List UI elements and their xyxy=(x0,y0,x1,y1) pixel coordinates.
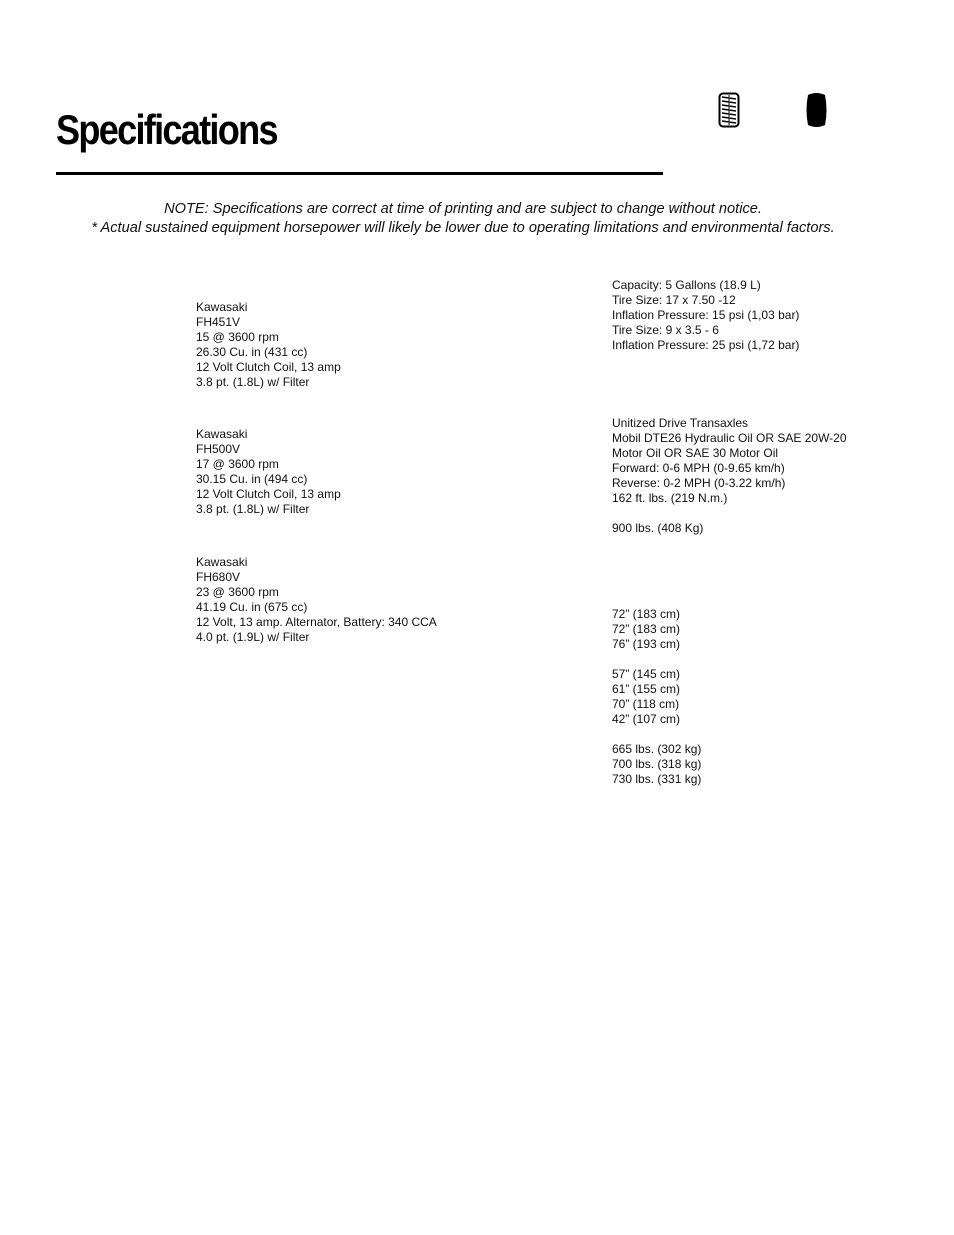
engine-oil-capacity: 4.0 pt. (1.9L) w/ Filter xyxy=(196,630,310,644)
engine-displacement: 30.15 Cu. in (494 cc) xyxy=(196,472,308,486)
engine-make: Kawasaki xyxy=(196,300,248,314)
engine-electrical: 12 Volt Clutch Coil, 13 amp xyxy=(196,487,341,501)
engine-model: FH500V xyxy=(196,442,241,456)
engine-spec-fh680v xyxy=(196,555,576,645)
tire-tread-icon xyxy=(718,92,740,128)
dimension-value: 42” (107 cm) xyxy=(612,712,681,726)
hydraulic-oil: Mobil DTE26 Hydraulic Oil OR SAE 20W-20 xyxy=(612,431,847,445)
engine-horsepower: 17 @ 3600 rpm xyxy=(196,457,279,471)
note-printing: NOTE: Specifications are correct at time of printing and are subject to change without notice. xyxy=(164,201,762,217)
dimension-value: 72” (183 cm) xyxy=(612,607,681,621)
spacer xyxy=(612,652,942,667)
engine-displacement: 26.30 Cu. in (431 cc) xyxy=(196,345,308,359)
dimension-value: 72” (183 cm) xyxy=(612,622,681,636)
dimensions-spec xyxy=(612,607,942,787)
dimension-value: 57” (145 cm) xyxy=(612,667,681,681)
transaxle-type: Unitized Drive Transaxles xyxy=(612,416,749,430)
notes xyxy=(0,200,926,238)
weight-value: 730 lbs. (331 kg) xyxy=(612,772,702,786)
reverse-speed: Reverse: 0-2 MPH (0-3.22 km/h) xyxy=(612,476,786,490)
chassis-spec xyxy=(612,278,942,353)
engine-electrical: 12 Volt, 13 amp. Alternator, Battery: 340 CCA xyxy=(196,615,437,629)
engine-spec-fh451v xyxy=(196,300,576,390)
weight-value: 700 lbs. (318 kg) xyxy=(612,757,702,771)
engine-make: Kawasaki xyxy=(196,555,248,569)
engine-horsepower: 15 @ 3600 rpm xyxy=(196,330,279,344)
motor-oil: Motor Oil OR SAE 30 Motor Oil xyxy=(612,446,779,460)
front-tire-pressure: Inflation Pressure: 25 psi (1,72 bar) xyxy=(612,338,800,352)
engine-electrical: 12 Volt Clutch Coil, 13 amp xyxy=(196,360,341,374)
engine-oil-capacity: 3.8 pt. (1.8L) w/ Filter xyxy=(196,502,310,516)
rear-tire-size: Tire Size: 17 x 7.50 -12 xyxy=(612,293,736,307)
fuel-capacity: Capacity: 5 Gallons (18.9 L) xyxy=(612,278,761,292)
engine-model: FH680V xyxy=(196,570,241,584)
page-title: Specifications xyxy=(56,106,277,153)
front-tire-size: Tire Size: 9 x 3.5 - 6 xyxy=(612,323,719,337)
forward-speed: Forward: 0-6 MPH (0-9.65 km/h) xyxy=(612,461,785,475)
title-rule xyxy=(56,172,663,175)
weight-rating: 900 lbs. (408 Kg) xyxy=(612,521,704,535)
engine-oil-capacity: 3.8 pt. (1.8L) w/ Filter xyxy=(196,375,310,389)
torque: 162 ft. lbs. (219 N.m.) xyxy=(612,491,728,505)
spacer xyxy=(612,727,942,742)
engine-model: FH451V xyxy=(196,315,241,329)
tire-icons xyxy=(716,92,832,130)
engine-displacement: 41.19 Cu. in (675 cc) xyxy=(196,600,308,614)
dimension-value: 70” (118 cm) xyxy=(612,697,680,711)
drive-spec xyxy=(612,416,942,536)
dimension-value: 61” (155 cm) xyxy=(612,682,681,696)
weight-value: 665 lbs. (302 kg) xyxy=(612,742,702,756)
note-horsepower: * Actual sustained equipment horsepower will likely be lower due to operating limitations and environmental factors. xyxy=(91,220,835,236)
engine-make: Kawasaki xyxy=(196,427,248,441)
tire-side-icon xyxy=(805,92,828,128)
engine-horsepower: 23 @ 3600 rpm xyxy=(196,585,279,599)
spacer xyxy=(612,506,942,521)
engine-spec-fh500v xyxy=(196,427,576,517)
dimension-value: 76” (193 cm) xyxy=(612,637,681,651)
rear-tire-pressure: Inflation Pressure: 15 psi (1,03 bar) xyxy=(612,308,800,322)
